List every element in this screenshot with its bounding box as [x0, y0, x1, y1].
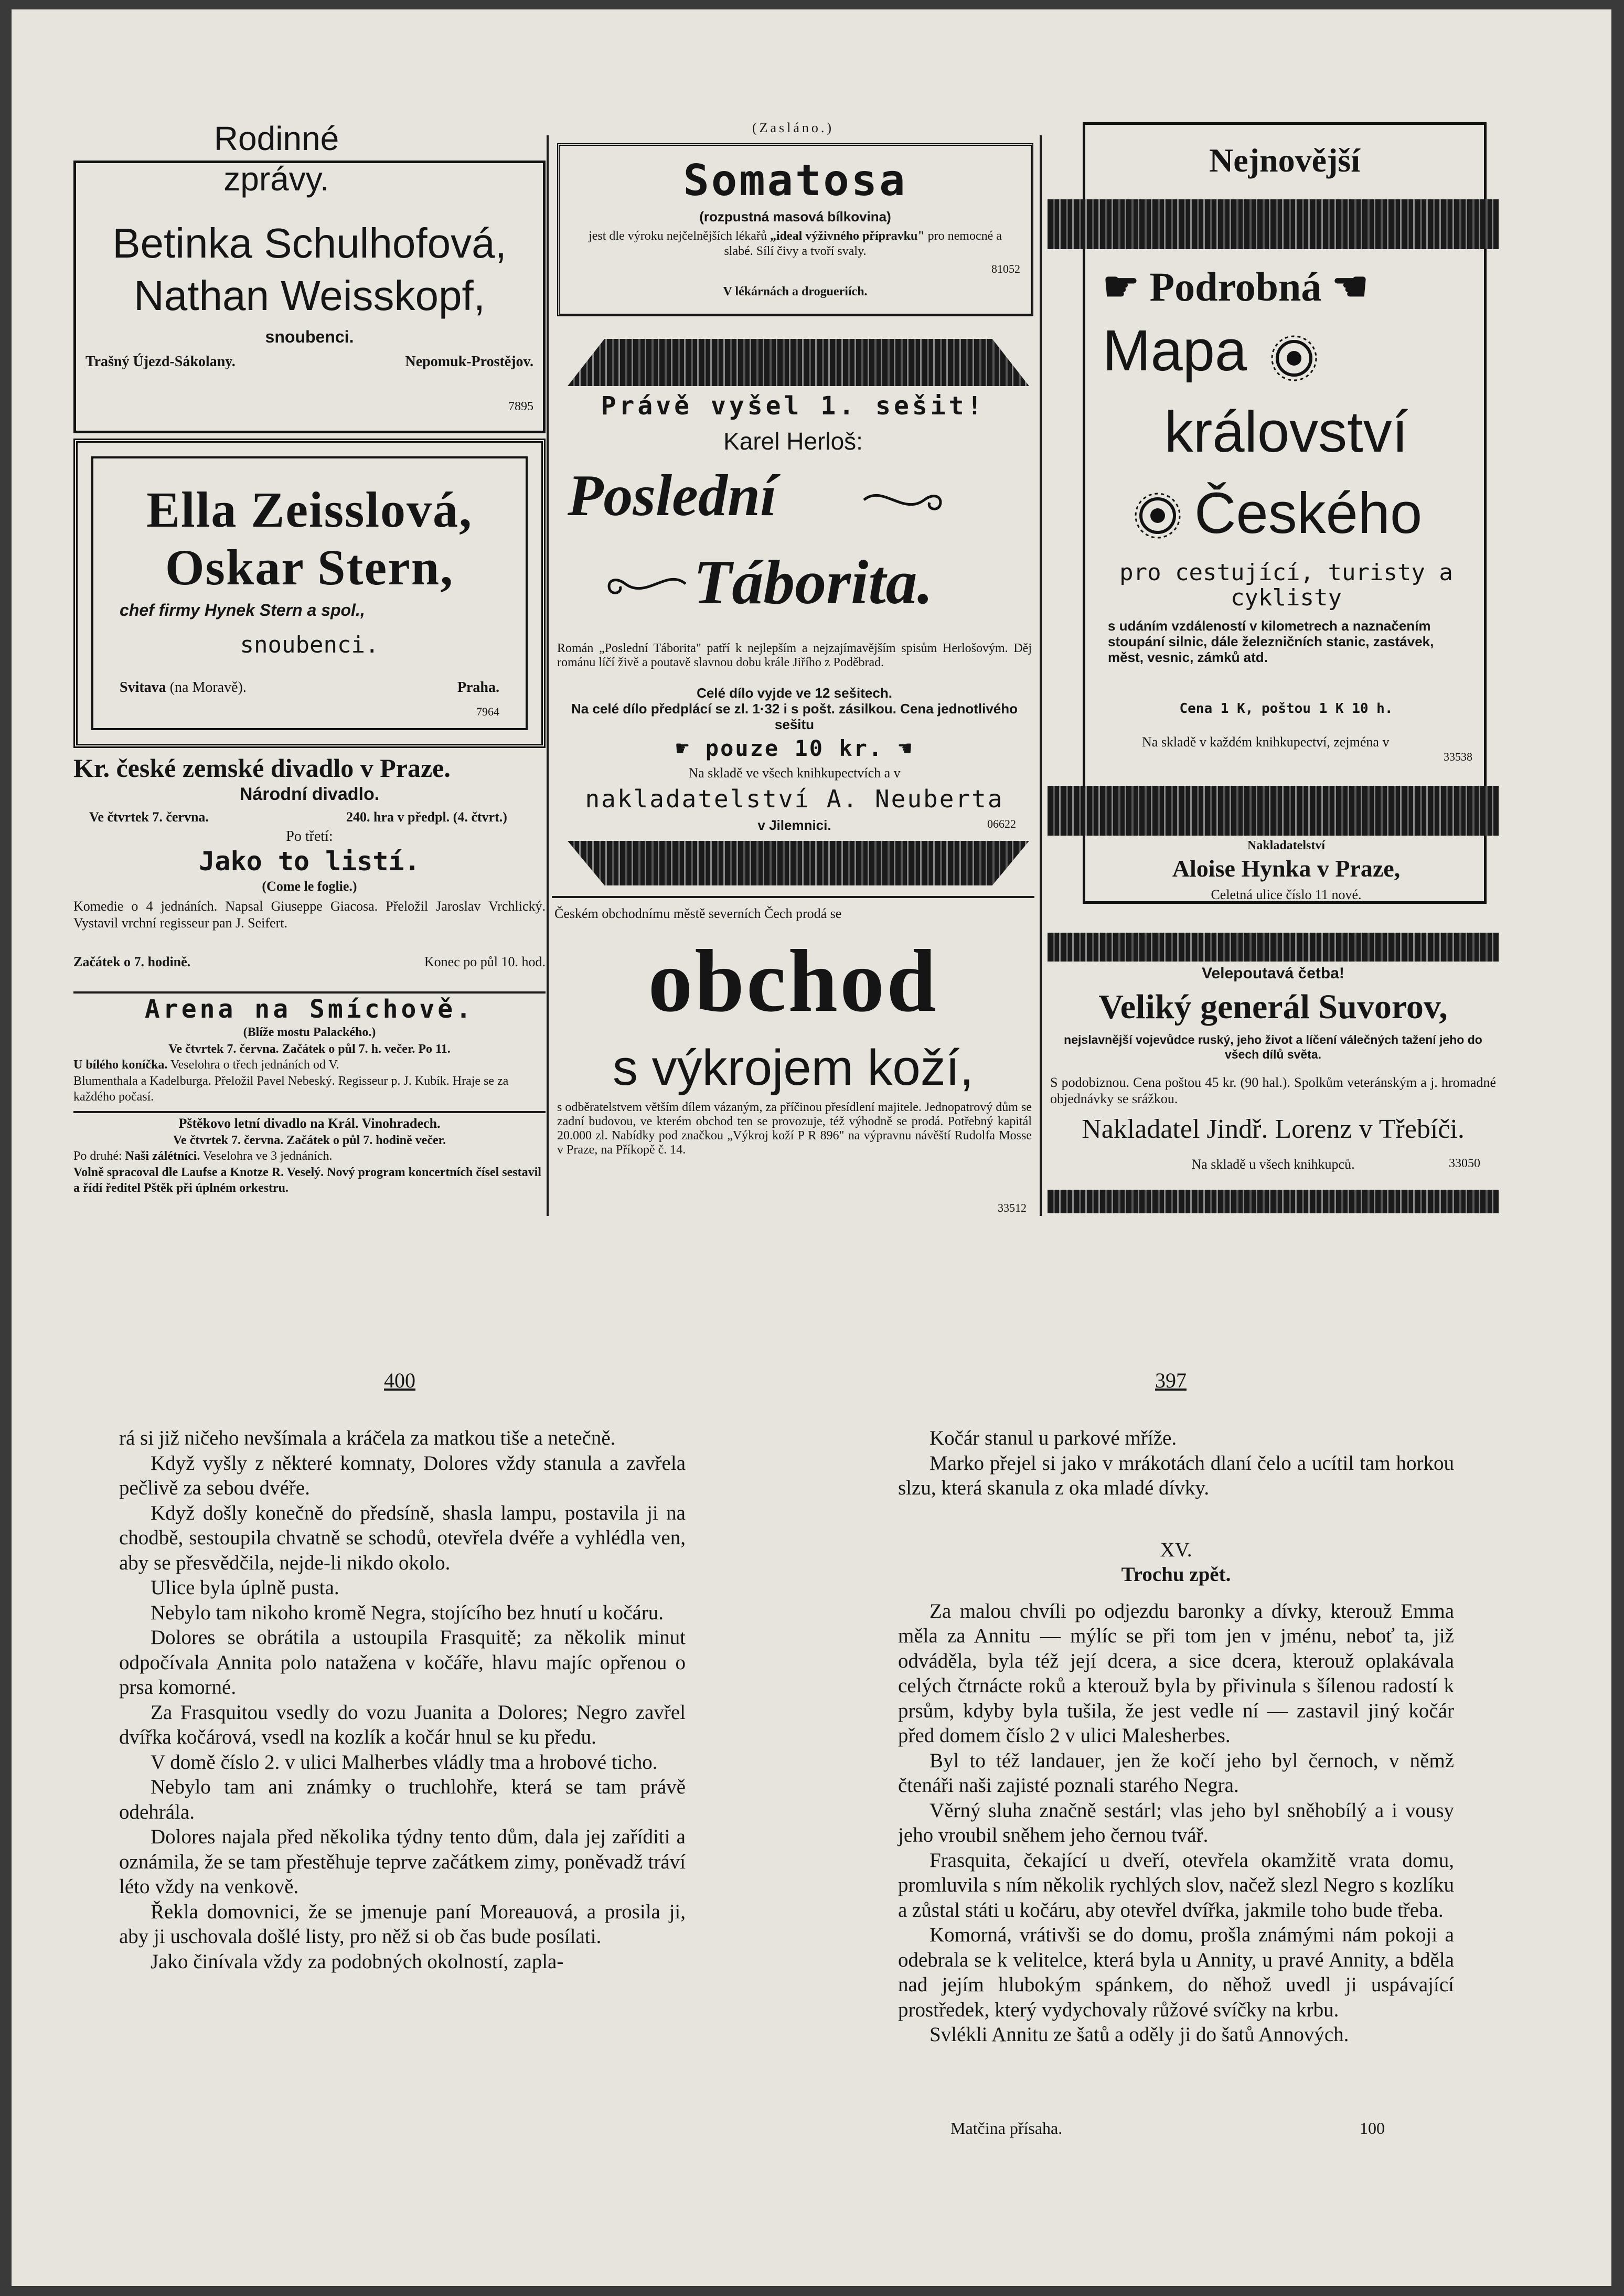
book-stock: Na skladě ve všech knihkupectvích a v: [688, 765, 901, 781]
theatre-title: Kr. české zemské divadlo v Praze.: [73, 753, 451, 783]
column-separator-2: [1040, 135, 1042, 1216]
shop-intro: Českém obchodnímu městě severních Čech prodá se: [554, 906, 842, 921]
suvorov-title: Veliký generál Suvorov,: [1098, 988, 1448, 1026]
story-left-paragraph: Nebylo tam ani známky o truchlohře, která se tam právě odehrála.: [119, 1776, 686, 1823]
ad1-name-2: Nathan Weisskopf,: [134, 272, 485, 319]
book-announce: Právě vyšel 1. sešit!: [601, 391, 986, 421]
ad1-place-left: Trašný Újezd-Sákolany.: [86, 354, 236, 370]
column1-rule-2: [73, 1111, 546, 1113]
right-page-number: 397: [1155, 1369, 1187, 1392]
map-ad-band-2: [1048, 786, 1499, 836]
suvorov-bottom-band: [1048, 1190, 1499, 1213]
map-kingdom: království: [1164, 400, 1408, 464]
engagement-ad-1: [73, 161, 546, 433]
book-ad-top-band: [568, 339, 1029, 386]
book-ad-bottom-band: [568, 841, 1029, 885]
summer-title: Pštěkovo letní divadlo na Král. Vinohradech.: [178, 1116, 441, 1131]
theatre-desc: Komedie o 4 jednáních. Napsal Giuseppe Giacosa. Přeložil Jaroslav Vrchlický. Vystavil vrchní regisseur pan J. Seifert.: [73, 899, 546, 931]
story-right-paragraph: Frasquita, čekající u dveří, otevřela okamžitě vrata domu, promluvila s ním několik rychlých slov, načež slezl Negro s kozlíku a zůstal státi u kočáru, aby otevřel dvířka, jakmile toho bude třeba.: [898, 1849, 1454, 1921]
somatosa-sub: (rozpustná masová bílkovina): [699, 209, 891, 225]
story-left-paragraph: Za Frasquitou vsedly do vozu Juanita a Dolores; Negro zavřel dvířka kočárová, vsedl na kozlík a kočár hnul se ku předu.: [119, 1701, 686, 1748]
map-price: Cena 1 K, poštou 1 K 10 h.: [1179, 701, 1393, 717]
theatre-play-sub: (Come le foglie.): [262, 879, 357, 894]
map-publisher-label: Nakladatelství: [1247, 839, 1325, 852]
summer-line-3: Volně spracoval dle Laufse a Knotze R. Veselý. Nový program koncertních čísel sestavil a řídí ředitel Pštěk při úplném orkestru.: [73, 1166, 541, 1195]
ad1-place-right: Nepomuk-Prostějov.: [405, 354, 533, 370]
suvorov-desc: nejslavnější vojevůdce ruský, jeho život a líčení válečných tažení jeho do všech dílů světa.: [1064, 1033, 1482, 1061]
story-left-column: [119, 1426, 686, 1974]
story-left-paragraph: Řekla domovnici, že se jmenuje paní Moreauová, a prosila ji, aby ji uschovala došlé listy, pro něž si ob čas bude posílati.: [119, 1900, 686, 1948]
story-left-paragraph: rá si již ničeho nevšímala a kráčela za matkou tiše a netečně.: [119, 1427, 616, 1449]
story-left-paragraph: Ulice byla úplně pusta.: [151, 1576, 339, 1599]
story-left-paragraph: Když došly konečně do předsíně, shasla lampu, postavila ji na chodbě, sestoupila chvatně se schodů, otevřela dvéře a vyhlédla ven, aby se přesvědčila, nejde-li nikdo okolo.: [119, 1501, 686, 1574]
rosette-ornament-2: [1134, 492, 1181, 539]
suvorov-code: 33050: [1449, 1157, 1480, 1170]
story-right-paragraph: Byl to též landauer, jen že kočí jeho byl černoch, v němž čtenáři naši zajisté poznali starého Negra.: [898, 1749, 1454, 1797]
left-page-number: 400: [384, 1369, 415, 1392]
story-left-paragraph: V domě číslo 2. v ulici Malherbes vládly tma a hrobové ticho.: [151, 1750, 658, 1774]
footer-page: 100: [1360, 2119, 1385, 2138]
suvorov-kicker: Velepoutavá četba!: [1202, 965, 1344, 982]
book-bold-2: Na celé dílo předplácí se zl. 1·32 i s pošt. zásilkou. Cena jednotlivého sešitu: [571, 701, 1018, 732]
shop-desc: s odběratelstvem větším dílem vázaným, za příčinou přesídlení majitele. Jednopatrový dům se zadní budovou, ve kterém obchod ten se provozuje, též výhodně se prodá. Potřebný kapitál 20.000 zl. Nabídky pod značkou „Výkroj koží P R 896" na výpravnu návěští Rudolfa Mosse v Praze, na Příkopě č. 14.: [557, 1101, 1032, 1157]
zaslano-label: (Zasláno.): [752, 120, 835, 135]
story-right-paragraph: Kočár stanul u parkové mříže.: [929, 1427, 1177, 1449]
arena-line-3: Blumenthala a Kadelburga. Přeložil Pavel Nebeský. Regisseur p. J. Kubík. Hraje se za každého počasí.: [73, 1074, 509, 1104]
arena-sub: (Blíže mostu Palackého.): [243, 1026, 376, 1039]
arena-line-2: U bílého koníčka. Veselohra o třech jednáních od V.: [73, 1058, 339, 1072]
story-right-paragraph: Svlékli Annitu ze šatů a oděly ji do šatů Annových.: [929, 2023, 1349, 2046]
story-right-column: [898, 1426, 1454, 2047]
arena-title: Arena na Smíchově.: [144, 995, 475, 1024]
suvorov-publisher: Nakladatel Jindř. Lorenz v Třebíči.: [1082, 1114, 1465, 1144]
ad1-code: 7895: [508, 400, 533, 413]
book-author: Karel Herloš:: [723, 428, 863, 455]
story-left-paragraph: Nebylo tam nikoho kromě Negra, stojícího bez hnutí u kočáru.: [151, 1601, 664, 1624]
newspaper-page: [12, 9, 1611, 2286]
ad2-name-1: Ella Zeisslová,: [146, 482, 473, 538]
theatre-end: Konec po půl 10. hod.: [424, 954, 546, 969]
engagement-ad-2: [73, 439, 546, 748]
flourish-ornament-2: [599, 565, 688, 602]
theatre-start: Začátek o 7. hodině.: [73, 954, 191, 969]
book-place: v Jilemnici.: [757, 817, 831, 833]
map-code: 33538: [1444, 750, 1472, 763]
theatre-sub: Národní divadlo.: [239, 784, 380, 804]
family-news-heading: Rodinné zprávy.: [213, 120, 339, 198]
map-title: Mapa: [1103, 318, 1247, 383]
ad2-place-right: Praha.: [457, 679, 499, 696]
map-publisher: Aloise Hynka v Praze,: [1172, 855, 1401, 882]
flourish-ornament-1: [861, 482, 945, 518]
somatosa-text: jest dle výroku nejčelnějších lékařů „ideal výživného přípravku" pro nemocné a slabé. Sílí čivy a tvoří svaly.: [589, 229, 1002, 258]
somatosa-foot: V lékárnách a drogueriích.: [723, 285, 868, 298]
chapter-number: XV.: [1160, 1538, 1192, 1561]
somatosa-ad: [557, 143, 1033, 316]
suvorov-price: S podobiznou. Cena poštou 45 kr. (90 hal.). Spolkům veteránským a j. hromadné objednávky se srážkou.: [1050, 1075, 1496, 1106]
map-detail: ☛ Podrobná ☚: [1103, 264, 1369, 309]
arena-line-1: Ve čtvrtek 7. června. Začátek o půl 7. h. večer. Po 11.: [168, 1042, 451, 1056]
book-code: 06622: [987, 817, 1016, 830]
book-desc: Román „Poslední Táborita" patří k nejlepším a nejzajímavějším spisům Herlošovým. Děj románu líčí živě a poutavě slavnou dobu krále Jiřího z Poděbrad.: [557, 642, 1032, 669]
suvorov-stock: Na skladě u všech knihkupců.: [1191, 1157, 1355, 1172]
map-czech: Českého: [1194, 481, 1423, 546]
theatre-date-left: Ve čtvrtek 7. června.: [89, 809, 209, 825]
somatosa-code: 81052: [991, 262, 1020, 275]
map-newest: Nejnovější: [1209, 142, 1360, 179]
theatre-note: Po třetí:: [286, 828, 333, 845]
ad2-place-left: Svitava (na Moravě).: [120, 679, 247, 696]
book-price: ☛ pouze 10 kr. ☚: [676, 735, 913, 761]
shop-code: 33512: [998, 1201, 1027, 1214]
column1-rule-1: [73, 991, 546, 994]
book-publisher: nakladatelství A. Neuberta: [585, 785, 1004, 813]
book-title-2: Táborita.: [693, 547, 933, 617]
ad2-name-2: Oskar Stern,: [165, 539, 454, 595]
theatre-date-right: 240. hra v předpl. (4. čtvrt.): [346, 809, 507, 825]
story-right-paragraph: Za malou chvíli po odjezdu baronky a dívky, kterouž Emma měla za Annitu — mýlíc se při tom jen v jménu, neboť ta, již odváděla, byla též její dcera, a sice dcera, kterouž oplakávala celých čtrnácte roků a kterouž byla by přivinula s šílenou radostí k prsům, kdyby byla tušila, že jest vedle ní — zastavil jiný kočár před domem číslo 2 v ulici Malesherbes.: [898, 1599, 1454, 1747]
story-right-paragraph: Marko přejel si jako v mrákotách dlaní čelo a ucítil tam horkou slzu, která skanula z oka mladé dívky.: [898, 1451, 1454, 1499]
story-left-paragraph: Dolores se obrátila a ustoupila Frasquitě; za několik minut odpočívala Annita polo natažena v kočáře, hlavu majíc opřenou o prsa komorné.: [119, 1626, 686, 1699]
somatosa-title: Somatosa: [683, 156, 907, 206]
map-ad-band-1: [1048, 199, 1499, 249]
summer-line-2: Po druhé: Naši zálétníci. Veselohra ve 3 jednáních.: [73, 1149, 333, 1163]
map-address: Celetná ulice číslo 11 nové.: [1211, 887, 1362, 902]
map-for: pro cestující, turisty a cyklisty: [1119, 559, 1453, 611]
book-bold-1: Celé dílo vyjde ve 12 sešitech.: [697, 685, 892, 701]
rosette-ornament-1: [1270, 335, 1318, 382]
book-title-1: Poslední: [568, 463, 777, 528]
story-left-paragraph: Když vyšly z některé komnaty, Dolores vždy stanula a zavřela pečlivě za sebou dvéře.: [119, 1451, 686, 1499]
ad1-name-1: Betinka Schulhofová,: [112, 220, 507, 266]
ad2-status: snoubenci.: [240, 632, 379, 658]
theatre-play: Jako to listí.: [199, 846, 420, 877]
chapter-title: Trochu zpět.: [1121, 1563, 1231, 1586]
story-left-paragraph: Dolores najala před několika týdny tento dům, dala jej zaříditi a oznámila, že se tam přestěhuje teprve začátkem zimy, poněvadž tráví léto vždy na venkově.: [119, 1825, 686, 1898]
ad1-status: snoubenci.: [265, 327, 354, 346]
map-stock: Na skladě v každém knihkupectví, zejména v: [1142, 734, 1390, 750]
suvorov-top-band: [1048, 933, 1499, 962]
ad2-company: chef firmy Hynek Stern a spol.,: [120, 601, 365, 620]
column-separator-1: [547, 135, 549, 1216]
shop-big: obchod: [648, 932, 938, 1030]
footer-title: Matčina přísaha.: [950, 2119, 1063, 2138]
column2-rule: [552, 896, 1034, 898]
map-features: s udáním vzdáleností v kilometrech a naznačením stoupání silnic, dále železničních stanic, zastávek, měst, vesnic, zámků atd.: [1108, 618, 1434, 665]
ad2-code: 7964: [476, 705, 499, 718]
story-right-paragraph: Věrný sluha značně sestárl; vlas jeho byl sněhobílý a i vousy jeho vroubil sněhem jeho černou tvář.: [898, 1799, 1454, 1846]
shop-sub: s výkrojem koží,: [612, 1040, 974, 1096]
story-left-paragraph: Jako činívala vždy za podobných okolností, zapla-: [151, 1950, 564, 1973]
summer-line-1: Ve čtvrtek 7. června. Začátek o půl 7. hodině večer.: [173, 1134, 446, 1147]
story-right-paragraph: Komorná, vrátivši se do domu, prošla známými nám pokoji a odebrala se k velitelce, která byla u Annity, u pravé Annity, a bděla nad jejím hlubokým spánkem, do něhož uvedl ji uspávající prostředek, který vydychovaly růžové svíčky na krbu.: [898, 1924, 1454, 2021]
